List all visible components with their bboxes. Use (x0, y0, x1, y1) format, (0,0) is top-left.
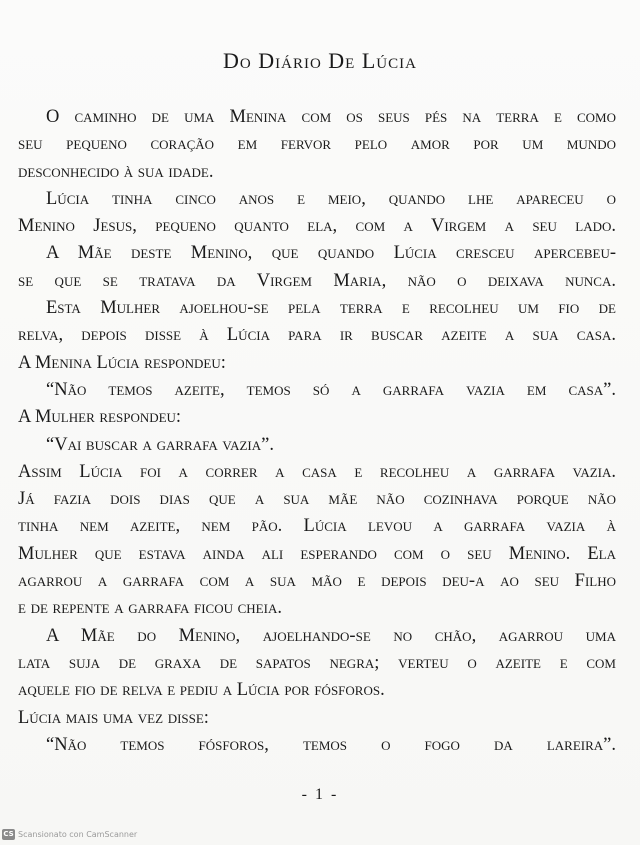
page-number: - 1 - (301, 786, 339, 803)
text-line: e de repente a garrafa ficou cheia. (18, 598, 282, 619)
text-line: tinha nem azeite, nem pão. Lúcia levou a garrafa vazia à (18, 516, 616, 537)
text-line: Menino Jesus, pequeno quanto ela, com a Virgem a seu lado. (18, 216, 616, 237)
text-line: A Menina Lúcia respondeu: (18, 352, 226, 373)
text-line: A Mulher respondeu: (18, 407, 182, 428)
text-line: desconhecido à sua idade. (18, 161, 214, 182)
text-line: “Não temos fósforos, temos o fogo da lareira”. (46, 734, 616, 755)
scanner-watermark (2, 827, 137, 841)
text-line: relva, depois disse à Lúcia para ir buscar azeite a sua casa. (18, 325, 616, 346)
text-line: se que se tratava da Virgem Maria, não o deixava nunca. (18, 270, 616, 291)
text-line: “Vai buscar a garrafa vazia”. (46, 434, 274, 455)
text-line: agarrou a garrafa com a sua mão e depois deu-a ao seu Filho (18, 571, 616, 592)
text-line: Lúcia tinha cinco anos e meio, quando lhe apareceu o (46, 188, 616, 209)
text-line: Esta Mulher ajoelhou-se pela terra e recolheu um fio de (46, 298, 616, 319)
text-line: O caminho de uma Menina com os seus pés na terra e como (46, 107, 616, 127)
text-line: seu pequeno coração em fervor pelo amor por um mundo (18, 134, 616, 155)
text-line: A Mãe do Menino, ajoelhando-se no chão, agarrou uma (46, 625, 616, 646)
text-line: Assim Lúcia foi a correr a casa e recolheu a garrafa vazia. (18, 461, 616, 482)
text-line: A Mãe deste Menino, que quando Lúcia cresceu apercebeu- (46, 243, 616, 264)
page-title: Do Diário De Lúcia (223, 48, 417, 73)
watermark-text: Scansionato con CamScanner (18, 829, 138, 839)
text-line: Mulher que estava ainda ali esperando com o seu Menino. Ela (18, 543, 616, 564)
camscanner-logo-icon: CS (3, 829, 14, 838)
text-line: aquele fio de relva e pediu a Lúcia por fósforos. (18, 680, 385, 701)
body-text (18, 104, 616, 759)
text-line: Lúcia mais uma vez disse: (18, 707, 209, 728)
text-line: lata suja de graxa de sapatos negra; verteu o azeite e com (18, 652, 616, 673)
text-line: “Não temos azeite, temos só a garrafa vazia em casa”. (46, 379, 616, 400)
text-line: Já fazia dois dias que a sua mãe não cozinhava porque não (18, 489, 616, 510)
